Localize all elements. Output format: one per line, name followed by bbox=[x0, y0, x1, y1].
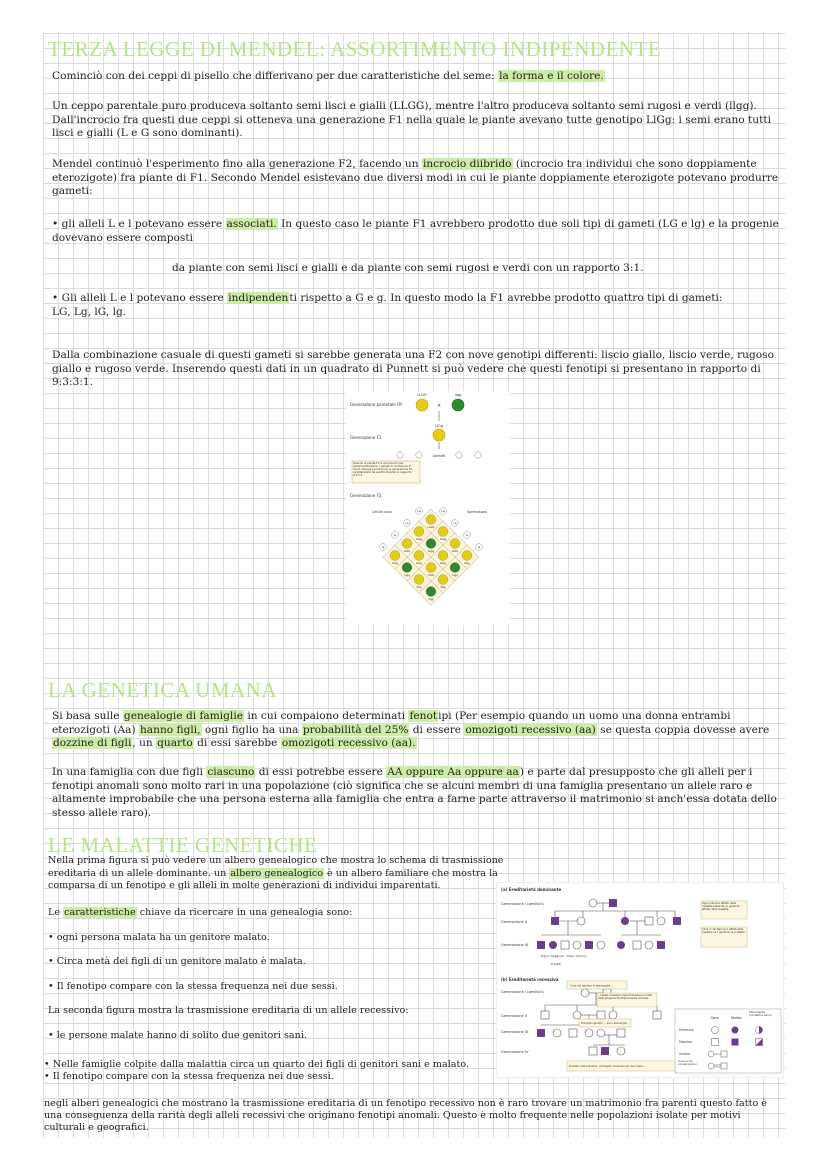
note-text: ...l'allele recessivo viene trasmesso a metà della progenie fenotipicamente normale. bbox=[598, 994, 652, 1000]
legend-femmina: Femmina bbox=[679, 1028, 694, 1032]
cell-genotype: llgg bbox=[428, 598, 434, 601]
seed bbox=[426, 539, 436, 549]
highlight: AA oppure Aa oppure aa bbox=[387, 766, 519, 778]
text: se questa coppia dovesse avere bbox=[596, 723, 770, 736]
text: Le bbox=[48, 907, 64, 918]
paragraph-genetica-famiglia bbox=[52, 766, 782, 820]
sperm-gamete-label: lg bbox=[477, 546, 481, 549]
male-affected bbox=[551, 917, 559, 925]
highlight: omozigoti recessivo (aa) bbox=[465, 723, 596, 736]
text: • gli alleli L e l potevano essere bbox=[52, 218, 226, 230]
cell-genotype: LlGg bbox=[464, 562, 470, 565]
cell-genotype: Llgg bbox=[452, 574, 458, 577]
male-affected bbox=[537, 941, 545, 949]
female-unaffected bbox=[609, 1011, 617, 1019]
female-unaffected bbox=[573, 941, 581, 949]
paragraph-genetica-intro bbox=[52, 710, 782, 751]
seed bbox=[414, 551, 424, 561]
paragraph-mendel-parental: Un ceppo parentale puro produceva soltanto semi lisci e gialli (LLGG), mentre l'altro produceva soltanto semi rugosi e verdi (llgg). Dall'incrocio fra questi due ceppi si otteneva una generazione F1 nella quale le piante avevano tutte genotipo LlGg: i semi erano tutti lisci e gialli (L e G sono dominanti). bbox=[52, 100, 772, 139]
parent-a-genotype: LLGG bbox=[417, 393, 427, 397]
cross-symbol: × bbox=[436, 403, 442, 409]
gametes-label: Gameti bbox=[432, 454, 446, 458]
note-text: Entrambi genitori ... sono eterozigoti. bbox=[581, 1022, 628, 1025]
male-unaffected bbox=[653, 1011, 661, 1019]
text: chiave da ricercare in una genealogia sono: bbox=[136, 907, 353, 918]
legend-consang-holder bbox=[678, 1060, 706, 1072]
seed bbox=[426, 563, 436, 573]
note-text: Circa ½ dei figli sono affetti dalla malattia se il genitore ne è affetto. bbox=[702, 928, 746, 934]
highlight: associati. bbox=[226, 218, 277, 230]
section-title-malattie: LE MALATTIE GENETICHE bbox=[48, 833, 318, 857]
seed bbox=[426, 587, 436, 597]
legend-male-unaffected bbox=[712, 1039, 719, 1046]
punnett-svg bbox=[346, 391, 509, 625]
text: di essi sarebbe bbox=[193, 737, 281, 749]
highlight: incrocio diibrido bbox=[422, 158, 512, 170]
seed bbox=[450, 539, 460, 549]
text: (incrocio tra individui che sono doppiamente eterozigote) fra piante di F1. Secondo Mendel esistevano due diversi modi in cui le piante doppiamente eterozigote potevano produrre gameti: bbox=[52, 158, 779, 197]
text: Nella prima figura si può vedere un albero genealogico che mostra lo schema di trasmissione ereditaria di un allele dominante. un bbox=[48, 855, 504, 879]
text: In questo caso le piante F1 avrebbero prodotto due soli tipi di gameti (LG e lg) e la progenie dovevano essere composti bbox=[52, 218, 779, 244]
bullet-indipendenti bbox=[52, 292, 742, 319]
cell-genotype: LlGg bbox=[392, 562, 398, 565]
gen-label: Generazione I (genitori) bbox=[501, 902, 544, 906]
seed-f1 bbox=[433, 429, 445, 441]
cell-genotype: LlGG bbox=[403, 550, 411, 553]
female-affected bbox=[621, 917, 629, 925]
male-unaffected bbox=[569, 1029, 577, 1037]
text: , un bbox=[132, 737, 157, 749]
elder-label: Figlio maggiore bbox=[541, 954, 564, 958]
cell-genotype: LLGG bbox=[427, 526, 435, 529]
seed bbox=[438, 527, 448, 537]
male-affected bbox=[537, 1029, 545, 1037]
cell-genotype: Llgg bbox=[404, 574, 410, 577]
male-unaffected bbox=[589, 1047, 597, 1055]
text: in cui compaiono determinati bbox=[243, 710, 409, 722]
seed-parent-green bbox=[452, 399, 464, 411]
highlight: probabilità del 25% bbox=[302, 723, 409, 736]
note-text: Ogni individuo affetto dalla malattia presenta un genitore affetto dalla malattia. bbox=[702, 902, 740, 911]
seed bbox=[462, 551, 472, 561]
gen-label: Generazione I (genitori) bbox=[501, 990, 544, 994]
bullet-associati-continuation: da piante con semi lisci e gialli e da piante con semi rugosi e verdi con un rapporto 3:1. bbox=[172, 262, 644, 274]
pedigree-title-dominant: (a) Ereditarietà dominante bbox=[501, 887, 562, 892]
female-unaffected bbox=[581, 989, 589, 997]
text: Mendel continuò l'esperimento fino alla generazione F2, facendo un bbox=[52, 158, 422, 170]
male-affected bbox=[657, 941, 665, 949]
male-unaffected bbox=[645, 917, 653, 925]
sperm-gamete-label: lG bbox=[465, 534, 469, 537]
parental-label: Generazione parentale (P) bbox=[350, 402, 403, 407]
seed bbox=[438, 575, 448, 585]
f1-label: Generazione F1 bbox=[350, 435, 382, 440]
list-item-recessive-3: • Il fenotipo compare con la stessa frequenza nei due sessi. bbox=[44, 1071, 334, 1082]
legend-maschio: Maschio bbox=[679, 1040, 692, 1044]
list-item-dominant-1: • ogni persona malata ha un genitore malato. bbox=[48, 932, 270, 943]
note-text: I due dei genitori è eterozigote... bbox=[570, 984, 613, 988]
highlight: quarto bbox=[157, 737, 193, 749]
seed bbox=[426, 515, 436, 525]
explanation-text: Quando le piante F1 si riproducono per autoimpollinazione, i gameti si combinano in modo casuale e producono la generazione F2, caratterizzata da quattro fenotipi in rapporto 9:3:3:1 bbox=[353, 462, 413, 477]
highlight: genealogie di famiglie bbox=[123, 710, 243, 722]
egg-label: Cellule uovo bbox=[372, 510, 392, 514]
male-affected bbox=[601, 1047, 609, 1055]
seed bbox=[438, 551, 448, 561]
legend-union-symbol bbox=[721, 1063, 727, 1069]
note-holder bbox=[598, 994, 656, 1007]
text: di essere bbox=[409, 723, 465, 736]
cell-genotype: LlGg bbox=[440, 562, 446, 565]
gen-label: Generazione IV bbox=[501, 1050, 529, 1054]
list-item-dominant-2: • Circa metà dei figli di un genitore malato è malata. bbox=[48, 956, 306, 967]
female-unaffected bbox=[617, 1047, 625, 1055]
bullet-associati bbox=[52, 218, 782, 245]
egg-gamete-label: lG bbox=[393, 534, 397, 537]
female-unaffected bbox=[657, 917, 665, 925]
cell-genotype: llGG bbox=[428, 574, 434, 577]
sperm-label: Spermatozoi bbox=[467, 510, 488, 514]
paragraph-malattie-intro bbox=[48, 855, 508, 893]
highlight: omozigoti recessivo (aa). bbox=[281, 737, 416, 749]
pedigree-title-recessive: (b) Ereditarietà recessiva bbox=[501, 977, 559, 982]
highlight: indipenden bbox=[228, 292, 289, 304]
paragraph-mendel-punnett: Dalla combinazione casuale di questi gameti si sarebbe generata una F2 con nove genotipi differenti: liscio giallo, liscio verde, rugoso giallo e rugoso verde. Inserendo questi dati in un quadrato di Punnett si può vedere che questi fenotipi si presentano in rapporto di 9:3:3:1. bbox=[52, 349, 774, 388]
highlight: dozzine di figli bbox=[53, 737, 132, 749]
legend-union-symbol bbox=[721, 1051, 727, 1057]
section-title-genetica: LA GENETICA UMANA bbox=[48, 678, 277, 702]
punnett-square-figure bbox=[346, 391, 509, 625]
female-unaffected bbox=[553, 1029, 561, 1037]
text: Si basa sulle bbox=[52, 710, 123, 722]
highlight: la forma e il colore. bbox=[499, 70, 604, 82]
cell-genotype: llGg bbox=[440, 586, 446, 589]
gamete-circle bbox=[416, 452, 422, 458]
text: ipi (Per esempio quando un uomo una donna entrambi eterozigoti (Aa) bbox=[52, 710, 731, 736]
female-affected bbox=[549, 941, 557, 949]
egg-gamete-label: lg bbox=[381, 546, 385, 549]
male-unaffected bbox=[633, 941, 641, 949]
highlight: albero genealogico bbox=[230, 867, 323, 879]
male-affected bbox=[609, 899, 617, 907]
sperm-gamete-label: Lg bbox=[453, 522, 457, 525]
seed bbox=[414, 527, 424, 537]
male-unaffected bbox=[561, 941, 569, 949]
gamete-circle bbox=[397, 452, 403, 458]
legend-portatore: Eterozigote (portatore sano) bbox=[749, 1011, 772, 1018]
legend-male-affected bbox=[732, 1039, 739, 1046]
seed-parent-yellow bbox=[416, 399, 428, 411]
paragraph-consanguinei: negli alberi genealogici che mostrano la trasmissione ereditaria di un fenotipo recessivo non è raro trovare un matrimonio fra parenti questo fatto è una conseguenza della rarità degli alleli recessivi che originano fenotipi anomali. Questo è molto frequente nelle popolazioni isolate per motivi culturali e geografici. bbox=[44, 1098, 767, 1133]
sperm-gamete-label: LG bbox=[441, 510, 445, 513]
younger-label: Figlio minore bbox=[567, 954, 587, 958]
gen-label: Generazione II bbox=[501, 920, 527, 924]
egg-gamete-label: LG bbox=[417, 510, 421, 513]
gamete-circle bbox=[475, 452, 481, 458]
list-item-recessive-2: • Nelle famiglie colpite dalla malattia circa un quarto dei figli di genitori sani e malato. bbox=[44, 1059, 470, 1070]
male-affected bbox=[673, 917, 681, 925]
text: Cominciò con dei ceppi di pisello che differivano per due caratteristiche del seme: bbox=[52, 70, 499, 82]
legend-female-affected bbox=[732, 1027, 739, 1034]
female-affected bbox=[617, 941, 625, 949]
seed bbox=[450, 563, 460, 573]
seed bbox=[390, 551, 400, 561]
text: In una famiglia con due figli bbox=[52, 766, 207, 778]
list-item-dominant-3: • Il fenotipo compare con la stessa frequenza nei due sessi. bbox=[48, 981, 338, 992]
female-unaffected bbox=[589, 899, 597, 907]
section-title-mendel: TERZA LEGGE DI MENDEL: ASSORTIMENTO INDIPENDENTE bbox=[48, 37, 662, 61]
female-carrier bbox=[597, 1029, 605, 1037]
legend-carrier-holder bbox=[749, 1011, 779, 1023]
paragraph-caratteristiche bbox=[48, 906, 488, 920]
note-holder bbox=[702, 928, 746, 947]
punnett-grid bbox=[380, 508, 483, 605]
highlight: ciascuno bbox=[207, 766, 255, 778]
female-unaffected bbox=[585, 1029, 593, 1037]
f2-label: Generazione F2 bbox=[350, 493, 382, 498]
seed bbox=[414, 575, 424, 585]
female-unaffected bbox=[597, 941, 605, 949]
f1-genotype: LlGg bbox=[435, 424, 443, 428]
legend-female-unaffected bbox=[712, 1027, 719, 1034]
note-text: Fenotipo dell'individuo: omozigote recessivo per due copie ... bbox=[569, 1065, 646, 1068]
seed bbox=[402, 563, 412, 573]
male-unaffected bbox=[541, 1011, 549, 1019]
egg-gamete-label: Lg bbox=[405, 522, 409, 525]
gamete-circle bbox=[456, 452, 462, 458]
male-carrier bbox=[617, 1029, 625, 1037]
legend-union-symbol bbox=[708, 1051, 714, 1057]
cell-genotype: LLgg bbox=[427, 550, 435, 553]
text: ogni figlio ha una bbox=[201, 723, 302, 736]
legend-malato: Malato bbox=[731, 1016, 742, 1020]
pedigree-lines-a bbox=[541, 903, 675, 935]
cell-genotype: LLGg bbox=[439, 538, 447, 541]
seed bbox=[402, 539, 412, 549]
legend-union-symbol bbox=[708, 1063, 714, 1069]
paragraph-mendel-intro bbox=[52, 70, 772, 84]
note-holder bbox=[702, 902, 746, 919]
male-affected bbox=[585, 941, 593, 949]
pedigree-symbols-a bbox=[537, 899, 681, 949]
paragraph-mendel-f2 bbox=[52, 158, 782, 199]
explanation-text-holder bbox=[353, 462, 419, 483]
legend-sano: Sano bbox=[711, 1016, 719, 1020]
text: di essi potrebbe essere bbox=[255, 766, 387, 778]
cell-genotype: LLGg bbox=[415, 538, 423, 541]
text: ) e parte dal presupposto che gli alleli per i fenotipi anomali sono molto rari in una popolazione (ciò significa che se alcuni membri di una famiglia presentano un allele raro e altamente improbabile che una persona esterna alla famiglia che entra a farne parte attraverso il matrimonio si anch'essa dotata dello stesso allele raro). bbox=[52, 766, 777, 819]
legend-unione: Unione bbox=[679, 1052, 691, 1056]
text: è un albero familiare che mostra la comparsa di un fenotipo e gli alleli in molte generazioni di individui imparentati. bbox=[48, 867, 498, 891]
legend-consanguinea: Unione fra consanguinei bbox=[678, 1060, 697, 1067]
gen-label: Generazione III bbox=[501, 1030, 529, 1034]
highlight: hanno figli, bbox=[139, 723, 201, 736]
pedigree-svg bbox=[497, 883, 785, 1079]
cell-genotype: LlGg bbox=[416, 562, 422, 565]
cell-genotype: LlGG bbox=[451, 550, 459, 553]
siblings-label: Fratelli bbox=[551, 962, 562, 966]
cell-genotype: llGg bbox=[416, 586, 422, 589]
paragraph-recessivo: La seconda figura mostra la trasmissione ereditaria di un allele recessivo: bbox=[48, 1005, 409, 1016]
female-unaffected bbox=[645, 941, 653, 949]
male-unaffected bbox=[597, 1011, 605, 1019]
text: • Gli alleli L e l potevano essere bbox=[52, 292, 228, 304]
female-unaffected bbox=[577, 917, 585, 925]
highlight: caratteristiche bbox=[64, 907, 136, 918]
parent-b-genotype: llgg bbox=[454, 393, 462, 397]
pedigree-figure bbox=[496, 882, 784, 1078]
highlight: fenot bbox=[409, 710, 438, 722]
female-carrier bbox=[573, 1011, 581, 1019]
list-item-recessive-1: • le persone malate hanno di solito due genitori sani. bbox=[48, 1030, 307, 1041]
text: ti rispetto a G e g. In questo modo la F1 avrebbe prodotto quattro tipi di gameti: LG, Lg, lG, lg. bbox=[52, 292, 723, 318]
gen-label: Generazione III bbox=[501, 943, 529, 947]
gen-label: Generazione II bbox=[501, 1014, 527, 1018]
